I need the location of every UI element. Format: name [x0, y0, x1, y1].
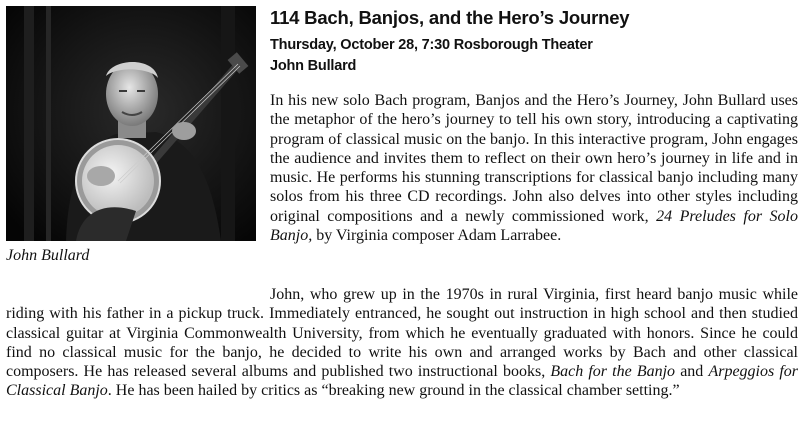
- paragraph-2-text-a: John, who grew up in the 1970s in rural Virginia, first heard banjo music while riding with his father in a pickup truck. Immediately entranced, he sought out instruction in high school and then studied classical guitar at Virginia Commonwealth University, from which he eventually graduated with honors. Since he could find no classical music for the banjo, he decided to write his own and arranged works by Bach and other classical composers. He has released several albums and published two instructional books,: [6, 286, 798, 381]
- paragraph-2-text-c: . He has been hailed by critics as “breaking new ground in the classical chamber setting.”: [107, 382, 680, 400]
- paragraph-2-text-b: and: [675, 363, 709, 381]
- paragraph-1-text-a: In his new solo Bach program, Banjos and the Hero’s Journey, John Bullard uses the metaphor of the hero’s journey to tell his own story, introducing a captivating program of classical music on the banjo. In this interactive program, John engages the audience and invites them to reflect on their own hero’s journey in life and in music. He performs his stunning transcriptions for classical banjo including many solos from his three CD recordings. John also delves into other styles including original compositions and a newly commissioned work,: [270, 92, 798, 225]
- work-title: 24 Preludes for Solo Banjo,: [270, 207, 798, 245]
- event-title: 114 Bach, Banjos, and the Hero’s Journey: [270, 7, 630, 28]
- banjo-player-image: [6, 6, 256, 241]
- book-title-2: Arpeggios for Classical Banjo: [6, 363, 799, 400]
- book-title-1: Bach for the Banjo: [550, 363, 676, 381]
- paragraph-1-text-b: by Virginia composer Adam Larrabee.: [312, 227, 562, 245]
- description-paragraph-1: [270, 91, 798, 245]
- photo-caption: John Bullard: [6, 247, 90, 264]
- event-datetime-venue: Thursday, October 28, 7:30 Rosborough Theater: [270, 37, 593, 53]
- event-performer: John Bullard: [270, 58, 357, 74]
- event-header: [270, 6, 800, 77]
- description-paragraph-2: [6, 285, 798, 401]
- performer-photo: [6, 6, 256, 241]
